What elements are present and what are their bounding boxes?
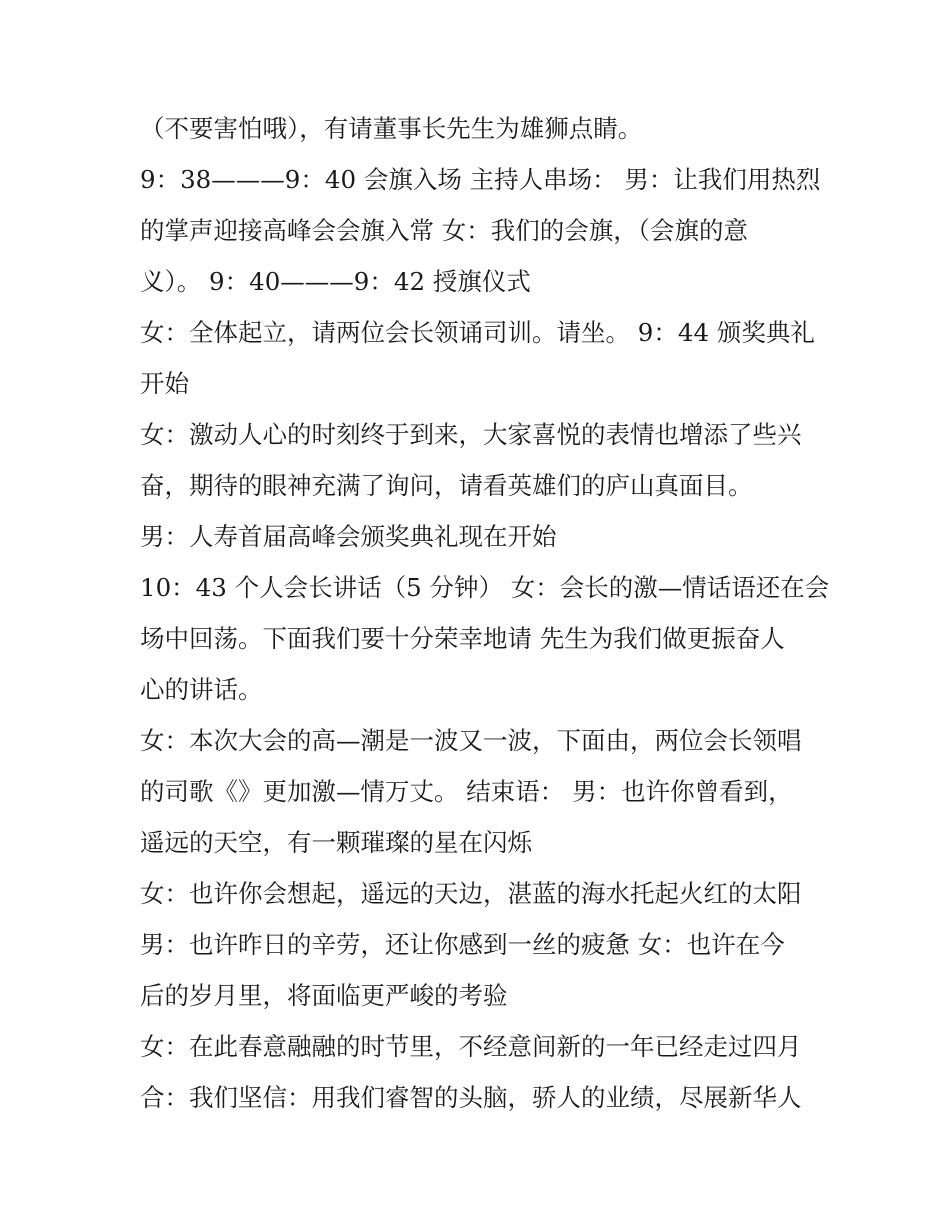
text-line: 后的岁月里，将面临更严峻的考验 (140, 981, 508, 1010)
text-line: 合：我们坚信：用我们睿智的头脑，骄人的业绩，尽展新华人 (140, 1083, 802, 1112)
text-line: 的司歌《》更加激—情万丈。 结束语： 男：也许你曾看到， (140, 777, 793, 806)
text-line: 男：也许昨日的辛劳，还让你感到一丝的疲惫 女：也许在今 (140, 930, 785, 959)
text-line: 开始 (140, 369, 189, 398)
text-line: 奋，期待的眼神充满了询问，请看英雄们的庐山真面目。 (140, 471, 753, 500)
text-line: 女：激动人心的时刻终于到来，大家喜悦的表情也增添了些兴 (140, 420, 802, 449)
text-line: 义）。 9：40———9：42 授旗仪式 (140, 267, 531, 296)
document-body (140, 103, 830, 1123)
text-line: 的掌声迎接高峰会会旗入常 女：我们的会旗，（会旗的意 (140, 216, 749, 245)
text-line: 女：在此春意融融的时节里，不经意间新的一年已经走过四月 (140, 1032, 802, 1061)
text-line: （不要害怕哦），有请董事长先生为雄狮点睛。 (140, 114, 643, 143)
text-line: 场中回荡。下面我们要十分荣幸地请 先生为我们做更振奋人 (140, 624, 785, 653)
text-line: 男：人寿首届高峰会颁奖典礼现在开始 (140, 522, 557, 551)
text-line: 女：也许你会想起，遥远的天边，湛蓝的海水托起火红的太阳 (140, 879, 802, 908)
text-line: 女：本次大会的高—潮是一波又一波，下面由，两位会长领唱 (140, 726, 802, 755)
text-line: 9：38———9：40 会旗入场 主持人串场： 男：让我们用热烈 (140, 165, 821, 194)
text-line: 遥远的天空，有一颗璀璨的星在闪烁 (140, 828, 532, 857)
text-line: 10：43 个人会长讲话（5 分钟） 女：会长的激—情话语还在会 (140, 573, 830, 602)
text-line: 心的讲话。 (140, 675, 263, 704)
text-line: 女：全体起立，请两位会长领诵司训。请坐。 9：44 颁奖典礼 (140, 318, 815, 347)
